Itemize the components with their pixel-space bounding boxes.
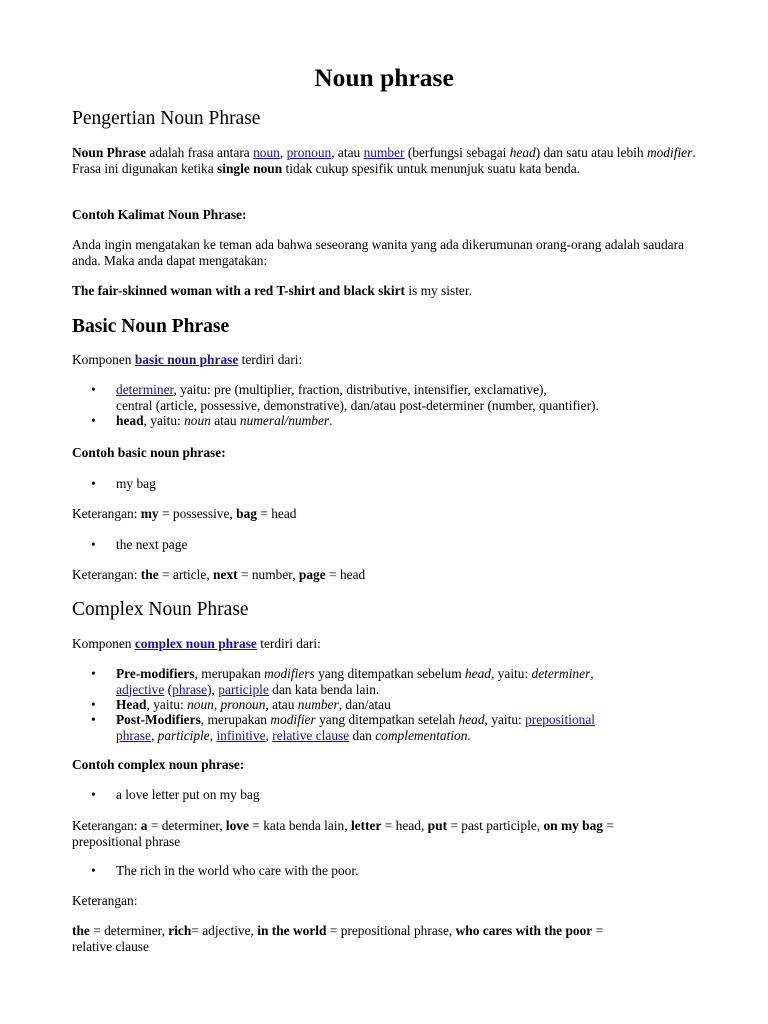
list-item-post-modifiers: Post-Modifiers, merupakan modifier yang ditempatkan setelah head, yaitu: prepositional phrase, participle, infinitive, relative clause dan complementation. bbox=[116, 712, 596, 743]
list-item-example-the-rich: The rich in the world who care with the poor. bbox=[116, 863, 359, 878]
paragraph-keterangan-3: Keterangan: a = determiner, love = kata benda lain, letter = head, put = past participle, on my bag = prepositional phrase bbox=[72, 818, 614, 849]
list-item-head: head, yaitu: noun atau numeral/number. bbox=[116, 413, 333, 428]
heading-complex-noun-phrase: Complex Noun Phrase bbox=[72, 599, 249, 620]
paragraph-example-sentence: The fair-skinned woman with a red T-shirt and black skirt is my sister. bbox=[72, 283, 472, 298]
bullet-icon bbox=[91, 697, 99, 713]
subheading-contoh-complex: Contoh complex noun phrase: bbox=[72, 757, 245, 772]
link-number[interactable]: number bbox=[363, 145, 405, 160]
link-prepositional[interactable]: prepositional bbox=[525, 712, 596, 727]
bullet-icon bbox=[91, 666, 99, 682]
list-item-pre-modifiers: Pre-modifiers, merupakan modifiers yang ditempatkan sebelum head, yaitu: determiner, adjective (phrase), participle dan kata benda lain. bbox=[116, 666, 594, 697]
subheading-contoh-basic: Contoh basic noun phrase: bbox=[72, 445, 226, 460]
paragraph-definition: Noun Phrase adalah frasa antara noun, pronoun, atau number (berfungsi sebagai head) dan satu atau lebih modifier. Frasa ini digunakan ketika single noun tidak cukup spesifik untuk menunjuk suatu kata benda. bbox=[72, 145, 696, 176]
link-adjective[interactable]: adjective bbox=[116, 681, 165, 697]
bullet-icon bbox=[91, 413, 99, 429]
bullet-icon bbox=[91, 863, 99, 879]
link-pronoun[interactable]: pronoun bbox=[286, 145, 332, 160]
subheading-contoh-kalimat: Contoh Kalimat Noun Phrase: bbox=[72, 207, 247, 222]
paragraph-keterangan-4: the = determiner, rich= adjective, in the world = prepositional phrase, who cares with the poor = relative clause bbox=[72, 923, 604, 954]
list-item-determiner: determiner, yaitu: pre (multiplier, fraction, distributive, intensifier, exclamative), central (article, possessive, demonstrative), dan/atau post-determiner (number, quantifier). bbox=[116, 382, 599, 413]
paragraph-keterangan-1: Keterangan: my = possessive, bag = head bbox=[72, 506, 297, 521]
paragraph-keterangan-2: Keterangan: the = article, next = number, page = head bbox=[72, 567, 366, 582]
list-item-example-next-page: the next page bbox=[116, 537, 188, 552]
bullet-icon bbox=[91, 537, 99, 553]
page-title: Noun phrase bbox=[314, 63, 454, 92]
paragraph-basic-intro: Komponen basic noun phrase terdiri dari: bbox=[72, 352, 303, 367]
link-phrase[interactable]: phrase bbox=[172, 681, 208, 697]
heading-pengertian: Pengertian Noun Phrase bbox=[72, 108, 261, 129]
link-noun[interactable]: noun bbox=[253, 145, 280, 160]
bullet-icon bbox=[91, 382, 99, 398]
paragraph-context: Anda ingin mengatakan ke teman ada bahwa seseorang wanita yang ada dikerumunan orang-orang adalah saudara anda. Maka anda dapat mengatakan: bbox=[72, 237, 685, 268]
list-item-example-my-bag: my bag bbox=[116, 476, 156, 491]
link-basic-noun-phrase[interactable]: basic noun phrase bbox=[134, 352, 239, 367]
link-complex-noun-phrase[interactable]: complex noun phrase bbox=[134, 636, 257, 651]
bullet-icon bbox=[91, 476, 99, 492]
paragraph-keterangan-label: Keterangan: bbox=[72, 893, 138, 908]
link-determiner[interactable]: determiner bbox=[116, 382, 174, 397]
link-infinitive[interactable]: infinitive bbox=[216, 727, 266, 743]
paragraph-complex-intro: Komponen complex noun phrase terdiri dari: bbox=[72, 636, 321, 651]
bullet-icon bbox=[91, 712, 99, 728]
link-relative-clause[interactable]: relative clause bbox=[272, 727, 350, 743]
link-phrase-2[interactable]: phrase bbox=[116, 727, 151, 743]
bullet-icon bbox=[91, 787, 99, 803]
list-item-head-complex: Head, yaitu: noun, pronoun, atau number, dan/atau bbox=[116, 697, 391, 712]
link-participle[interactable]: participle bbox=[218, 681, 269, 697]
heading-basic-noun-phrase: Basic Noun Phrase bbox=[72, 316, 230, 337]
list-item-example-love-letter: a love letter put on my bag bbox=[116, 787, 260, 802]
